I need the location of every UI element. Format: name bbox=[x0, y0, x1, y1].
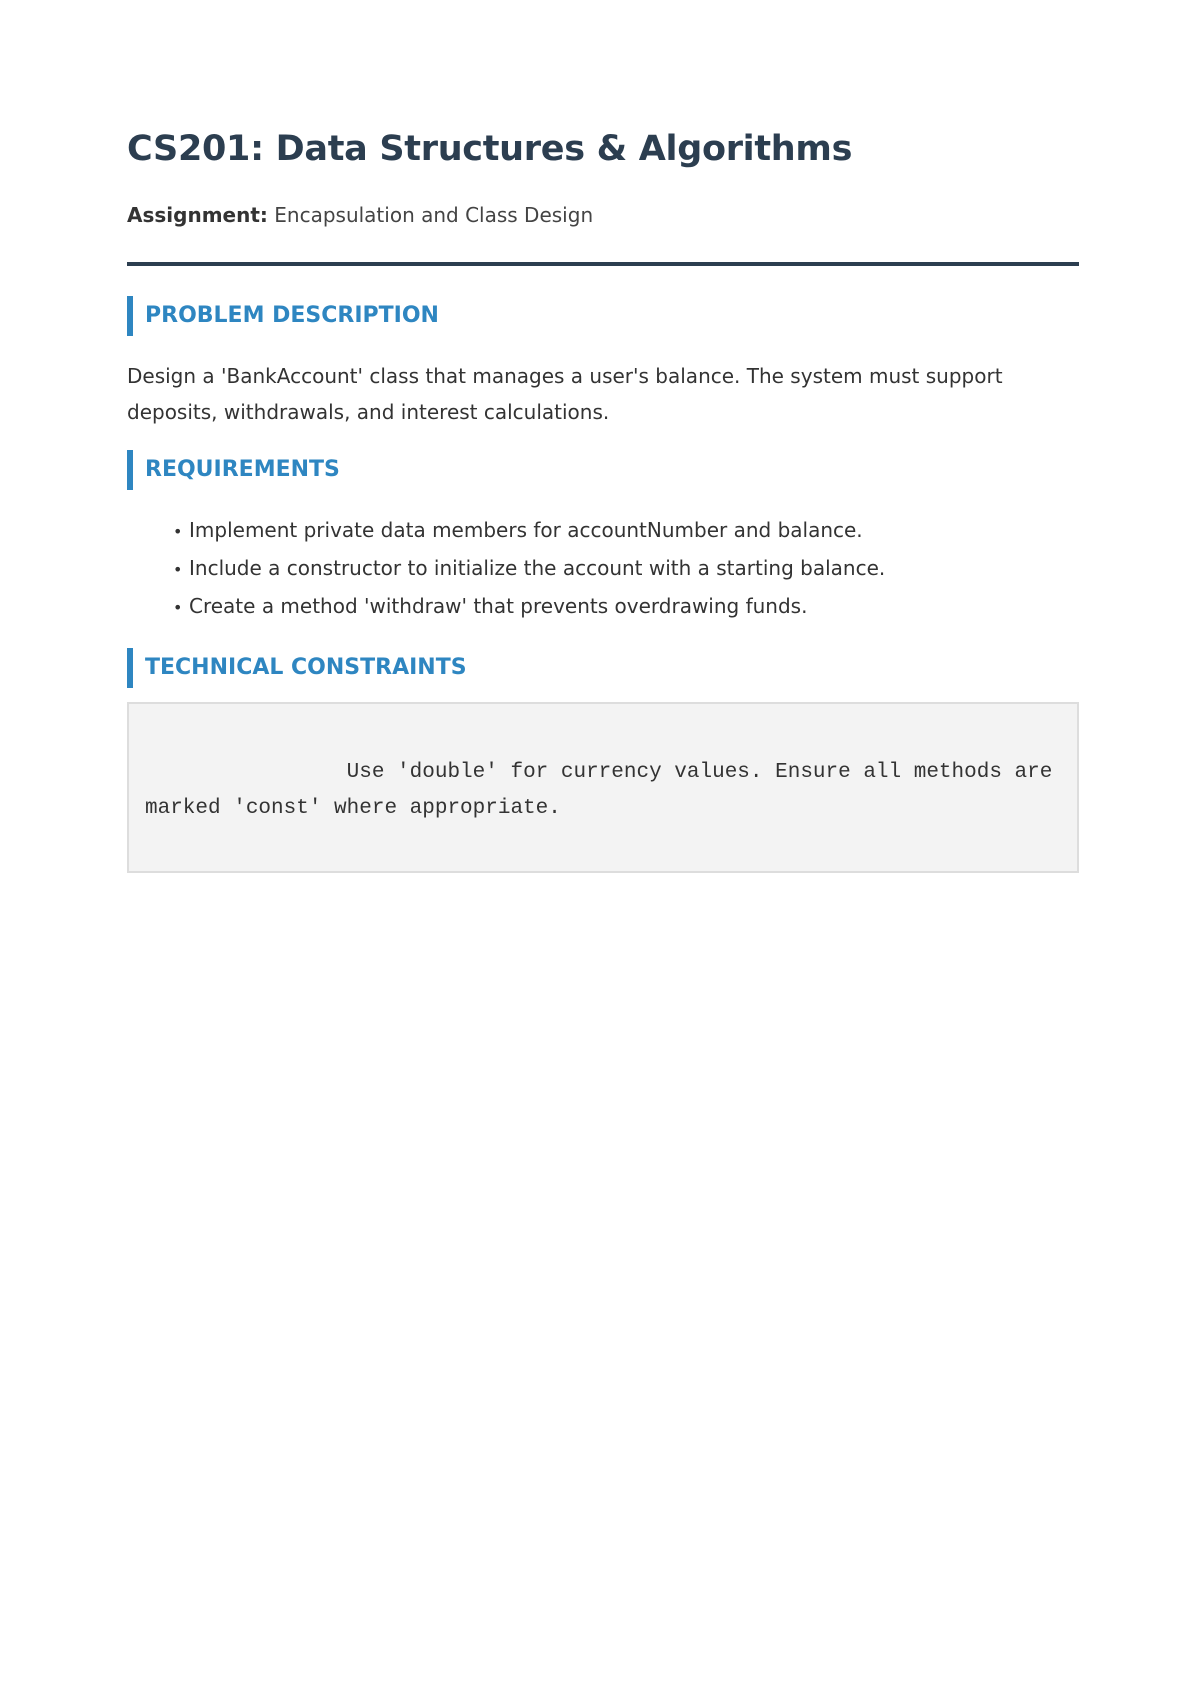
bullet-icon: • bbox=[173, 559, 183, 579]
requirements-heading: REQUIREMENTS bbox=[127, 450, 1079, 490]
assignment-line bbox=[127, 202, 1079, 228]
bullet-icon: • bbox=[173, 597, 183, 617]
requirement-text: Include a constructor to initialize the account with a starting balance. bbox=[189, 555, 886, 580]
requirement-item bbox=[173, 512, 1079, 550]
problem-description-heading: PROBLEM DESCRIPTION bbox=[127, 296, 1079, 336]
requirement-item bbox=[173, 588, 1079, 626]
requirement-text: Implement private data members for accountNumber and balance. bbox=[189, 517, 863, 542]
requirement-item bbox=[173, 550, 1079, 588]
requirements-list bbox=[127, 512, 1079, 626]
bullet-icon: • bbox=[173, 521, 183, 541]
problem-description-text: Design a 'BankAccount' class that manages a user's balance. The system must support deposits, withdrawals, and interest calculations. bbox=[127, 363, 1003, 424]
document-content bbox=[127, 128, 1079, 873]
title-divider bbox=[127, 262, 1079, 266]
technical-constraints-heading: TECHNICAL CONSTRAINTS bbox=[127, 648, 1079, 688]
page-title: CS201: Data Structures & Algorithms bbox=[127, 129, 853, 169]
technical-constraints-code-block: Use 'double' for currency values. Ensure all methods are marked 'const' where appropriate. bbox=[127, 702, 1079, 873]
assignment-value: Encapsulation and Class Design bbox=[274, 202, 594, 227]
assignment-label: Assignment: bbox=[127, 202, 268, 227]
requirement-text: Create a method 'withdraw' that prevents overdrawing funds. bbox=[189, 593, 808, 618]
